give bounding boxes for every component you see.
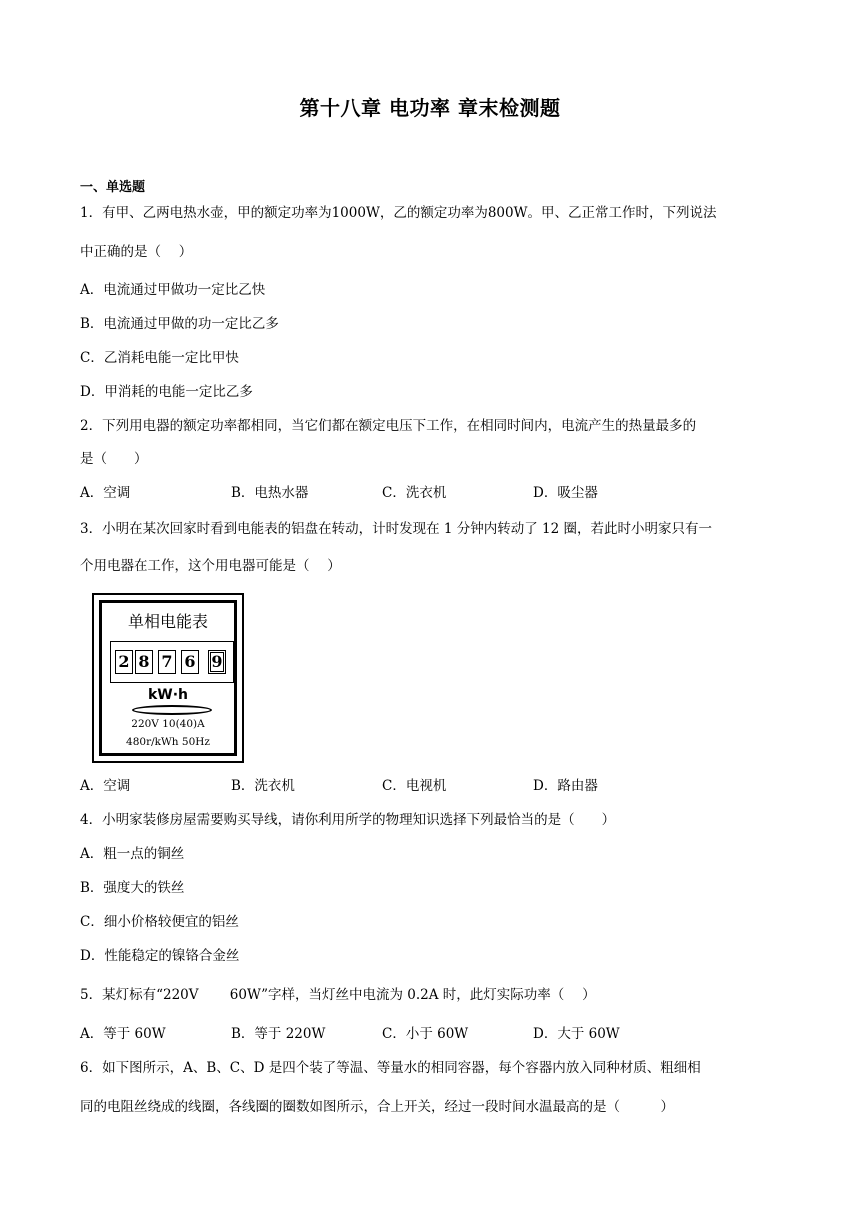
meter-digit-frame — [110, 641, 234, 683]
electric-meter-figure — [92, 593, 244, 763]
question-4-option-d: D．性能稳定的镍铬合金丝 — [80, 948, 240, 964]
question-1-option-a: A．电流通过甲做功一定比乙快 — [80, 282, 266, 298]
question-4-option-b: B．强度大的铁丝 — [80, 880, 185, 896]
meter-digit: 7 — [158, 650, 176, 674]
meter-digit: 8 — [135, 650, 153, 674]
meter-unit: kW·h — [147, 687, 189, 703]
question-5-option-b: B．等于 220W — [231, 1026, 326, 1042]
question-1-option-b: B．电流通过甲做的功一定比乙多 — [80, 316, 279, 332]
question-1-option-d: D．甲消耗的电能一定比乙多 — [80, 384, 253, 400]
question-4-option-a: A．粗一点的铜丝 — [80, 846, 185, 862]
question-5-option-a: A．等于 60W — [80, 1026, 166, 1042]
question-3-option-c: C．电视机 — [382, 778, 447, 794]
question-6-stem-line1: 6．如下图所示，A、B、C、D 是四个装了等温、等量水的相同容器，每个容器内放入同种材质、粗细相 — [80, 1060, 701, 1076]
question-1-stem-line2: 中正确的是（ ） — [80, 244, 193, 260]
question-2-stem-line1: 2．下列用电器的额定功率都相同，当它们都在额定电压下工作，在相同时间内，电流产生的热量最多的 — [80, 418, 697, 434]
meter-digit: 6 — [181, 650, 199, 674]
meter-title: 单相电能表 — [127, 612, 208, 631]
question-2-option-c: C．洗衣机 — [382, 485, 447, 501]
question-2-option-d: D．吸尘器 — [533, 485, 598, 501]
question-3-option-d: D．路由器 — [533, 778, 598, 794]
meter-spec-voltage-current: 220V 10(40)A — [131, 718, 205, 730]
question-1-stem-line1: 1．有甲、乙两电热水壶，甲的额定功率为1000W，乙的额定功率为800W。甲、乙正常工作时，下列说法 — [80, 205, 717, 221]
question-2-stem-line2: 是（ ） — [80, 451, 148, 467]
question-3-option-b: B．洗衣机 — [231, 778, 295, 794]
meter-digit: 2 — [115, 650, 133, 674]
section-heading: 一、单选题 — [80, 180, 146, 195]
question-2-option-b: B．电热水器 — [231, 485, 309, 501]
meter-digit-decimal: 9 — [208, 650, 226, 674]
question-3-option-a: A．空调 — [80, 778, 131, 794]
meter-rotating-disc — [132, 705, 212, 715]
question-5-option-c: C．小于 60W — [382, 1026, 469, 1042]
question-4-stem: 4．小明家装修房屋需要购买导线，请你利用所学的物理知识选择下列最恰当的是（ ） — [80, 812, 616, 828]
question-2-option-a: A．空调 — [80, 485, 131, 501]
question-6-stem-line2: 同的电阻丝绕成的线圈，各线圈的圈数如图所示，合上开关，经过一段时间水温最高的是（ ） — [80, 1099, 674, 1115]
question-5-option-d: D．大于 60W — [533, 1026, 620, 1042]
question-3-stem-line2: 个用电器在工作，这个用电器可能是（ ） — [80, 558, 341, 574]
meter-spec-rev-frequency: 480r/kWh 50Hz — [126, 736, 210, 748]
page-title: 第十八章 电功率 章末检测题 — [299, 96, 561, 120]
question-1-option-c: C．乙消耗电能一定比甲快 — [80, 350, 239, 366]
question-5-stem: 5．某灯标有“220V 60W”字样，当灯丝中电流为 0.2A 时，此灯实际功率（ ） — [80, 987, 596, 1003]
question-4-option-c: C．细小价格较便宜的铝丝 — [80, 914, 239, 930]
question-3-stem-line1: 3．小明在某次回家时看到电能表的铝盘在转动，计时发现在 1 分钟内转动了 12 圈，若此时小明家只有一 — [80, 521, 713, 537]
